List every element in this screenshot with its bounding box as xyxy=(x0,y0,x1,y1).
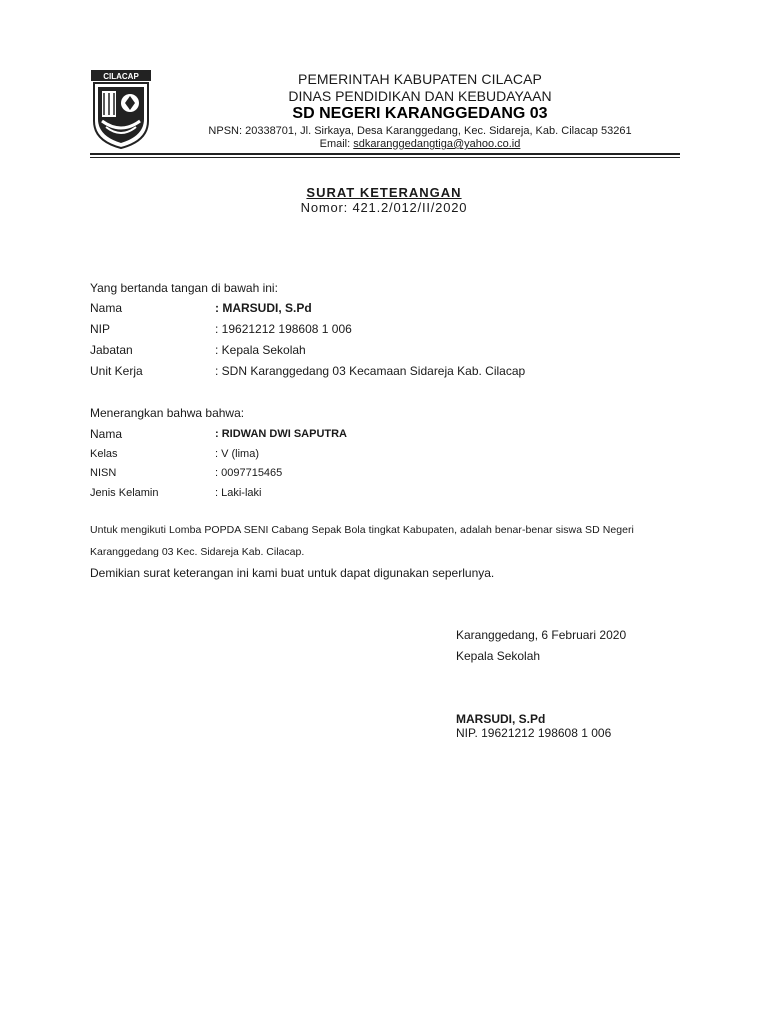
student-value-gender: : Laki-laki xyxy=(215,487,262,499)
signer-value-jabatan: : Kepala Sekolah xyxy=(215,343,306,357)
signer-label-unit: Unit Kerja xyxy=(90,364,143,378)
student-value-nisn: : 0097715465 xyxy=(215,467,283,479)
signer-value-unit: : SDN Karanggedang 03 Kecamaan Sidareja Kab. Cilacap xyxy=(215,364,526,378)
signer-label-nama: Nama xyxy=(90,301,123,315)
header-department: DINAS PENDIDIKAN DAN KEBUDAYAAN xyxy=(288,88,552,104)
body-paragraph-line1: Untuk mengikuti Lomba POPDA SENI Cabang Sepak Bola tingkat Kabupaten, adalah benar-benar siswa SD Negeri xyxy=(90,524,634,536)
student-intro: Menerangkan bahwa bahwa: xyxy=(90,406,245,420)
body-paragraph-line2: Karanggedang 03 Kec. Sidareja Kab. Cilacap. xyxy=(90,546,305,558)
header-address: NPSN: 20338701, Jl. Sirkaya, Desa Karanggedang, Kec. Sidareja, Kab. Cilacap 53261 xyxy=(208,125,632,137)
header-government: PEMERINTAH KABUPATEN CILACAP xyxy=(298,71,542,87)
email-link[interactable]: sdkaranggedangtiga@yahoo.co.id xyxy=(353,138,521,150)
header-email-line xyxy=(200,138,640,150)
signature-nip: NIP. 19621212 198608 1 006 xyxy=(456,726,612,740)
signer-label-nip: NIP xyxy=(90,322,111,336)
header-divider-thin xyxy=(90,157,680,158)
student-label-nama: Nama xyxy=(90,427,123,441)
letter-number: Nomor: 421.2/012/II/2020 xyxy=(300,200,468,215)
letter-title: SURAT KETERANGAN xyxy=(306,185,462,200)
signer-value-nip: : 19621212 198608 1 006 xyxy=(215,322,352,336)
logo-text: CILACAP xyxy=(103,72,139,81)
header-divider-thick xyxy=(90,153,680,155)
signer-value-nama: : MARSUDI, S.Pd xyxy=(215,301,312,315)
signer-intro: Yang bertanda tangan di bawah ini: xyxy=(90,281,278,295)
student-value-nama: : RIDWAN DWI SAPUTRA xyxy=(215,428,347,440)
signature-position: Kepala Sekolah xyxy=(456,649,541,663)
student-value-kelas: : V (lima) xyxy=(215,448,259,460)
signature-place-date: Karanggedang, 6 Februari 2020 xyxy=(456,628,627,642)
closing-statement: Demikian surat keterangan ini kami buat untuk dapat digunakan seperlunya. xyxy=(90,566,495,580)
student-label-gender: Jenis Kelamin xyxy=(90,487,159,499)
student-label-kelas: Kelas xyxy=(90,448,118,460)
student-label-nisn: NISN xyxy=(90,467,117,479)
email-label: Email: xyxy=(319,138,354,150)
signature-name: MARSUDI, S.Pd xyxy=(456,712,546,726)
header-school-name: SD NEGERI KARANGGEDANG 03 xyxy=(292,105,548,122)
cilacap-logo xyxy=(90,69,152,149)
signer-label-jabatan: Jabatan xyxy=(90,343,133,357)
